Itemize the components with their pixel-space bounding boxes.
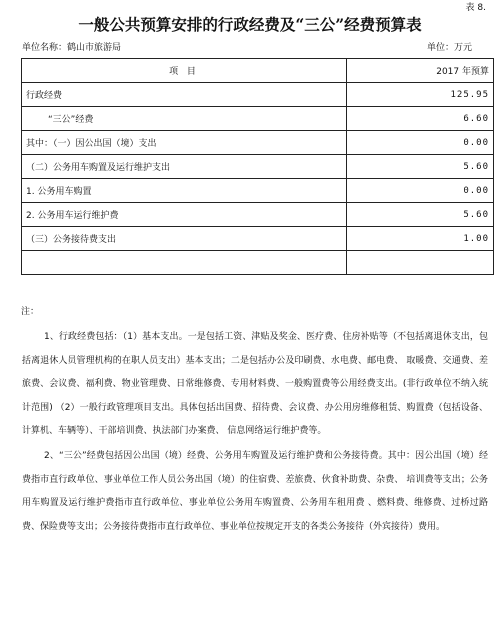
row-value: 125.95 (347, 83, 494, 107)
table-row (22, 227, 494, 251)
row-label: 其中：（一）因公出国（境）支出 (22, 131, 347, 155)
table-number: 表 8. (465, 3, 486, 13)
header-value: 2017 年预算 (347, 59, 494, 83)
notes-section (22, 326, 488, 539)
row-value: 1.00 (347, 227, 494, 251)
unit-name: 单位名称：鹤山市旅游局 (22, 43, 122, 53)
note-paragraph-1 (22, 326, 488, 444)
row-value: 6.60 (347, 107, 494, 131)
table-row (22, 179, 494, 203)
notes-label: 注： (21, 307, 40, 317)
row-value: 5.60 (347, 203, 494, 227)
row-value: 0.00 (347, 131, 494, 155)
table-row (22, 251, 494, 275)
header-item: 项 目 (22, 59, 347, 83)
row-value: 0.00 (347, 179, 494, 203)
row-label: （二）公务用车购置及运行维护支出 (22, 155, 347, 179)
table-row (22, 131, 494, 155)
page-title: 一般公共预算安排的行政经费及“三公”经费预算表 (78, 15, 422, 34)
table-header-row (22, 59, 494, 83)
row-label: 1. 公务用车购置 (22, 179, 347, 203)
unit-measure: 单位：万元 (426, 43, 472, 53)
note-paragraph-2 (22, 445, 488, 539)
note-text-1: 1、行政经费包括：（1）基本支出。一是包括工资、津贴及奖金、医疗费、住房补贴等（不包括离退休支出，包括离退休人员管理机构的在职人员支出）基本支出；二是包括办公及印刷费、水电费、邮电费、 取暖费、交通费、差旅费、会议费、福利费、物业管理费、日常维修费、专用材料费、一般购置费等公用经费支出。(非行政单位不纳入统计范围) （2）一般行政管理项目支出。具体包括出国费、招待费、会议费、办公用房维修租赁、购置费（包括设备、计算机、车辆等）、干部培训费、执法部门办案费、 信息网络运行维护费等。 (22, 332, 488, 437)
row-label: 行政经费 (22, 83, 347, 107)
row-value: 5.60 (347, 155, 494, 179)
row-label: （三）公务接待费支出 (22, 227, 347, 251)
row-label (22, 251, 347, 275)
row-value (347, 251, 494, 275)
table-row (22, 83, 494, 107)
note-text-2: 2、“三公”经费包括因公出国（境）经费、公务用车购置及运行维护费和公务接待费。其中：因公出国（境）经费指市直行政单位、事业单位工作人员公务出国（境）的住宿费、差旅费、伙食补助费、杂费、 培训费等支出；公务用车购置及运行维护费指市直行政单位、事业单位公务用车购置费、公务用车租用费 、燃料费、维修费、过桥过路费、保险费等支出；公务接待费指市直行政单位、事业单位按规定开支的各类公务接待（外宾接待）费用。 (22, 450, 488, 532)
table-row (22, 107, 494, 131)
budget-table (21, 58, 494, 275)
table-row (22, 203, 494, 227)
row-label: “三公”经费 (22, 107, 347, 131)
row-label: 2. 公务用车运行维护费 (22, 203, 347, 227)
table-row (22, 155, 494, 179)
